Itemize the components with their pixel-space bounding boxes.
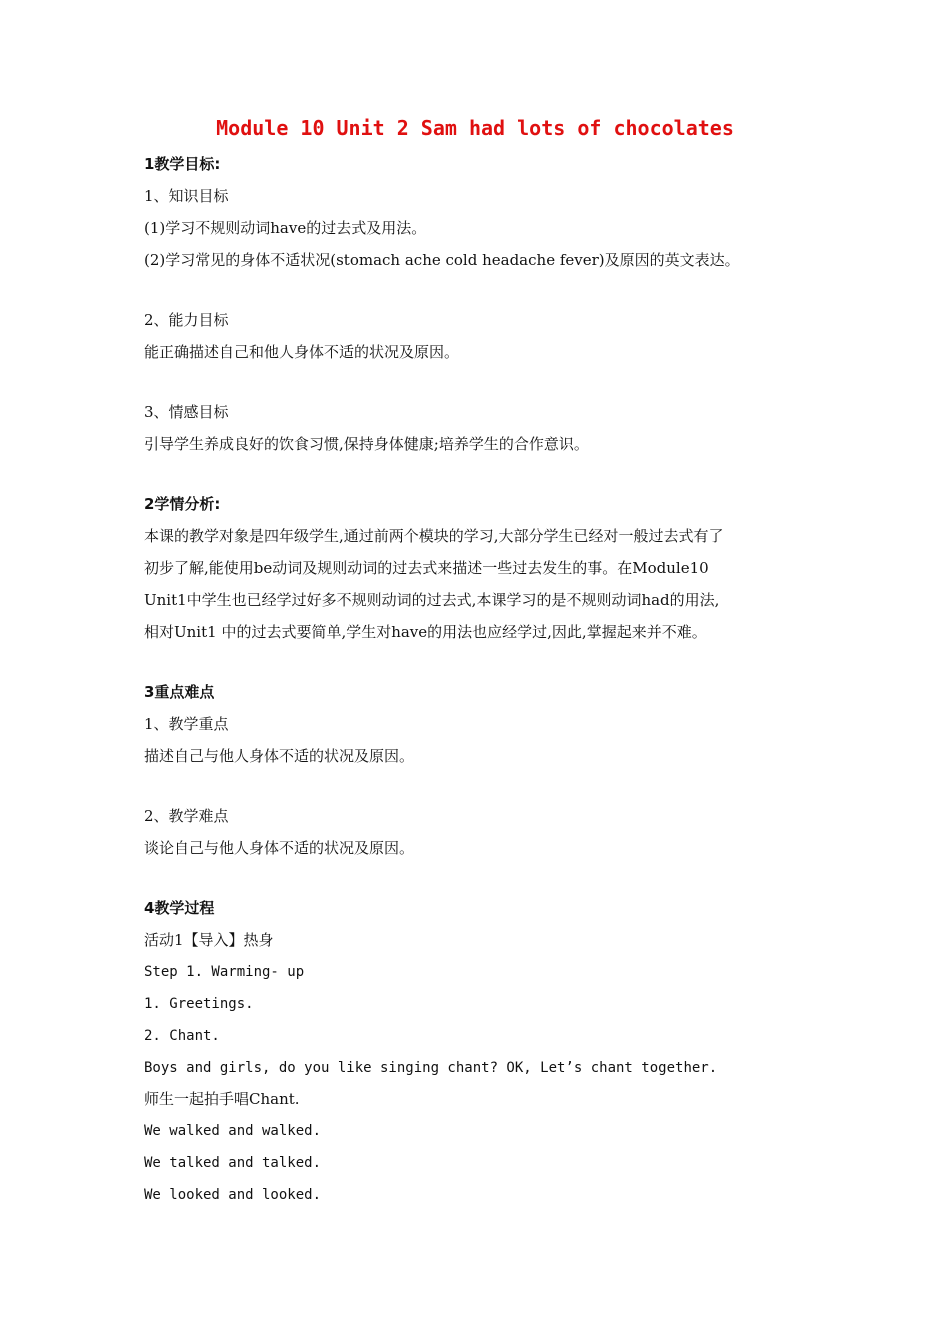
document-title: Module 10 Unit 2 Sam had lots of chocolates <box>216 116 734 140</box>
section-heading-process: 4教学过程 <box>144 899 215 917</box>
paragraph-line: 能正确描述自己和他人身体不适的状况及原因。 <box>144 343 460 361</box>
chant-line: We talked and talked. <box>144 1155 322 1171</box>
subheading-ability: 2、能力目标 <box>144 311 229 329</box>
paragraph-line: Unit1中学生也已经学过好多不规则动词的过去式,本课学习的是不规则动词had的用法, <box>144 591 720 609</box>
subheading-focus: 1、教学重点 <box>144 715 229 733</box>
section-heading-analysis: 2学情分析: <box>144 495 221 513</box>
paragraph-line: 相对Unit1 中的过去式要简单,学生对have的用法也应经学过,因此,掌握起来并不难。 <box>144 623 707 641</box>
subheading-knowledge: 1、知识目标 <box>144 187 229 205</box>
paragraph-line: 本课的教学对象是四年级学生,通过前两个模块的学习,大部分学生已经对一般过去式有了 <box>144 527 724 545</box>
paragraph-line: 描述自己与他人身体不适的状况及原因。 <box>144 747 415 765</box>
paragraph-line: 初步了解,能使用be动词及规则动词的过去式来描述一些过去发生的事。在Module10 <box>144 559 709 577</box>
chant-line: We looked and looked. <box>144 1187 322 1203</box>
paragraph-line: (1)学习不规则动词have的过去式及用法。 <box>144 219 427 237</box>
list-item: 2. Chant. <box>144 1028 220 1044</box>
activity-heading: 活动1【导入】热身 <box>144 931 274 949</box>
section-heading-key-points: 3重点难点 <box>144 683 215 701</box>
paragraph-line: 师生一起拍手唱Chant. <box>144 1090 300 1108</box>
paragraph-line: 引导学生养成良好的饮食习惯,保持身体健康;培养学生的合作意识。 <box>144 435 589 453</box>
subheading-emotion: 3、情感目标 <box>144 403 229 421</box>
step-heading: Step 1. Warming- up <box>144 964 305 980</box>
paragraph-line: 谈论自己与他人身体不适的状况及原因。 <box>144 839 415 857</box>
chant-line: We walked and walked. <box>144 1123 322 1139</box>
list-item: 1. Greetings. <box>144 996 254 1012</box>
subheading-difficulty: 2、教学难点 <box>144 807 229 825</box>
paragraph-line: Boys and girls, do you like singing chant? OK, Let’s chant together. <box>144 1060 718 1076</box>
section-heading-objectives: 1教学目标: <box>144 155 221 173</box>
paragraph-line: (2)学习常见的身体不适状况(stomach ache cold headache fever)及原因的英文表达。 <box>144 251 740 269</box>
